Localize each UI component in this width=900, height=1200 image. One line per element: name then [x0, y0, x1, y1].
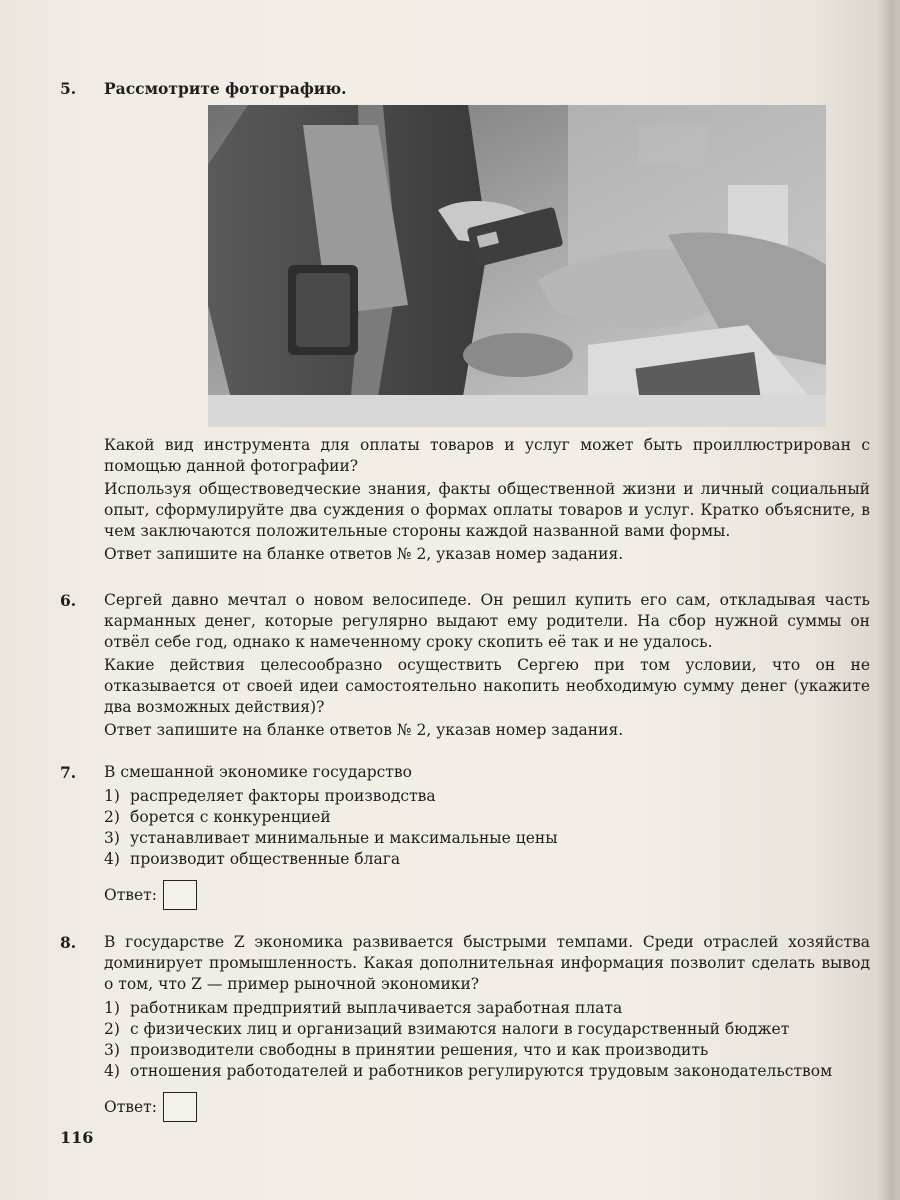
- answer-row: [104, 880, 870, 910]
- answer-instruction: Ответ запишите на бланке ответов № 2, указав номер задания.: [104, 545, 624, 563]
- answer-label: Ответ:: [104, 1097, 157, 1116]
- answer-instruction: Ответ запишите на бланке ответов № 2, указав номер задания.: [104, 721, 624, 739]
- task-instruction: Используя обществоведческие знания, факты общественной жизни и личный социальный опыт, сформулируйте два суждения о формах оплаты товаров и услуг. Кратко объясните, в чем заключаются положительные стороны каждой названной вами формы.: [104, 480, 870, 540]
- option-1[interactable]: 1) распределяет факторы производства: [104, 787, 436, 805]
- task-8: [60, 932, 870, 1122]
- options-list: [104, 786, 870, 870]
- task-6: [60, 590, 870, 743]
- answer-box[interactable]: [163, 880, 197, 910]
- task-number: 6.: [60, 591, 77, 610]
- page-edge-shadow: [878, 0, 900, 1200]
- option-4[interactable]: 4) производит общественные блага: [104, 850, 401, 868]
- task-question: В государстве Z экономика развивается быстрыми темпами. Среди отраслей хозяйства доминирует промышленность. Какая дополнительная информация позволит сделать вывод о том, что Z — пример рыночной экономики?: [104, 933, 870, 993]
- option-2[interactable]: 2) борется с конкуренцией: [104, 808, 331, 826]
- option-2[interactable]: 2) с физических лиц и организаций взимаются налоги в государственный бюджет: [104, 1020, 790, 1038]
- answer-row: [104, 1092, 870, 1122]
- option-3[interactable]: 3) производители свободны в принятии решения, что и как производить: [104, 1041, 709, 1059]
- task-number: 7.: [60, 763, 77, 782]
- task-5: [60, 78, 870, 567]
- task-question: В смешанной экономике государство: [104, 763, 412, 781]
- task-7: [60, 762, 870, 910]
- task-question: Какой вид инструмента для оплаты товаров и услуг может быть проиллюстрирован с помощью данной фотографии?: [104, 436, 870, 475]
- options-list: [104, 998, 870, 1082]
- card-payment-photo: [208, 105, 826, 427]
- task-text: Сергей давно мечтал о новом велосипеде. Он решил купить его сам, откладывая часть карманных денег, которые регулярно выдают ему родители. На сбор нужной суммы он отвёл себе год, однако к намеченному сроку скопить её так и не удалось.: [104, 591, 870, 651]
- task-number: 8.: [60, 933, 77, 952]
- option-4[interactable]: 4) отношения работодателей и работников регулируются трудовым законодательством: [104, 1062, 833, 1080]
- task-title: Рассмотрите фотографию.: [104, 79, 347, 98]
- answer-label: Ответ:: [104, 885, 157, 904]
- page-number: 116: [60, 1128, 94, 1147]
- option-1[interactable]: 1) работникам предприятий выплачивается заработная плата: [104, 999, 623, 1017]
- task-number: 5.: [60, 79, 77, 98]
- answer-box[interactable]: [163, 1092, 197, 1122]
- task-question: Какие действия целесообразно осуществить Сергею при том условии, что он не отказывается от своей идеи самостоятельно накопить необходимую сумму денег (укажите два возможных действия)?: [104, 656, 870, 716]
- option-3[interactable]: 3) устанавливает минимальные и максимальные цены: [104, 829, 558, 847]
